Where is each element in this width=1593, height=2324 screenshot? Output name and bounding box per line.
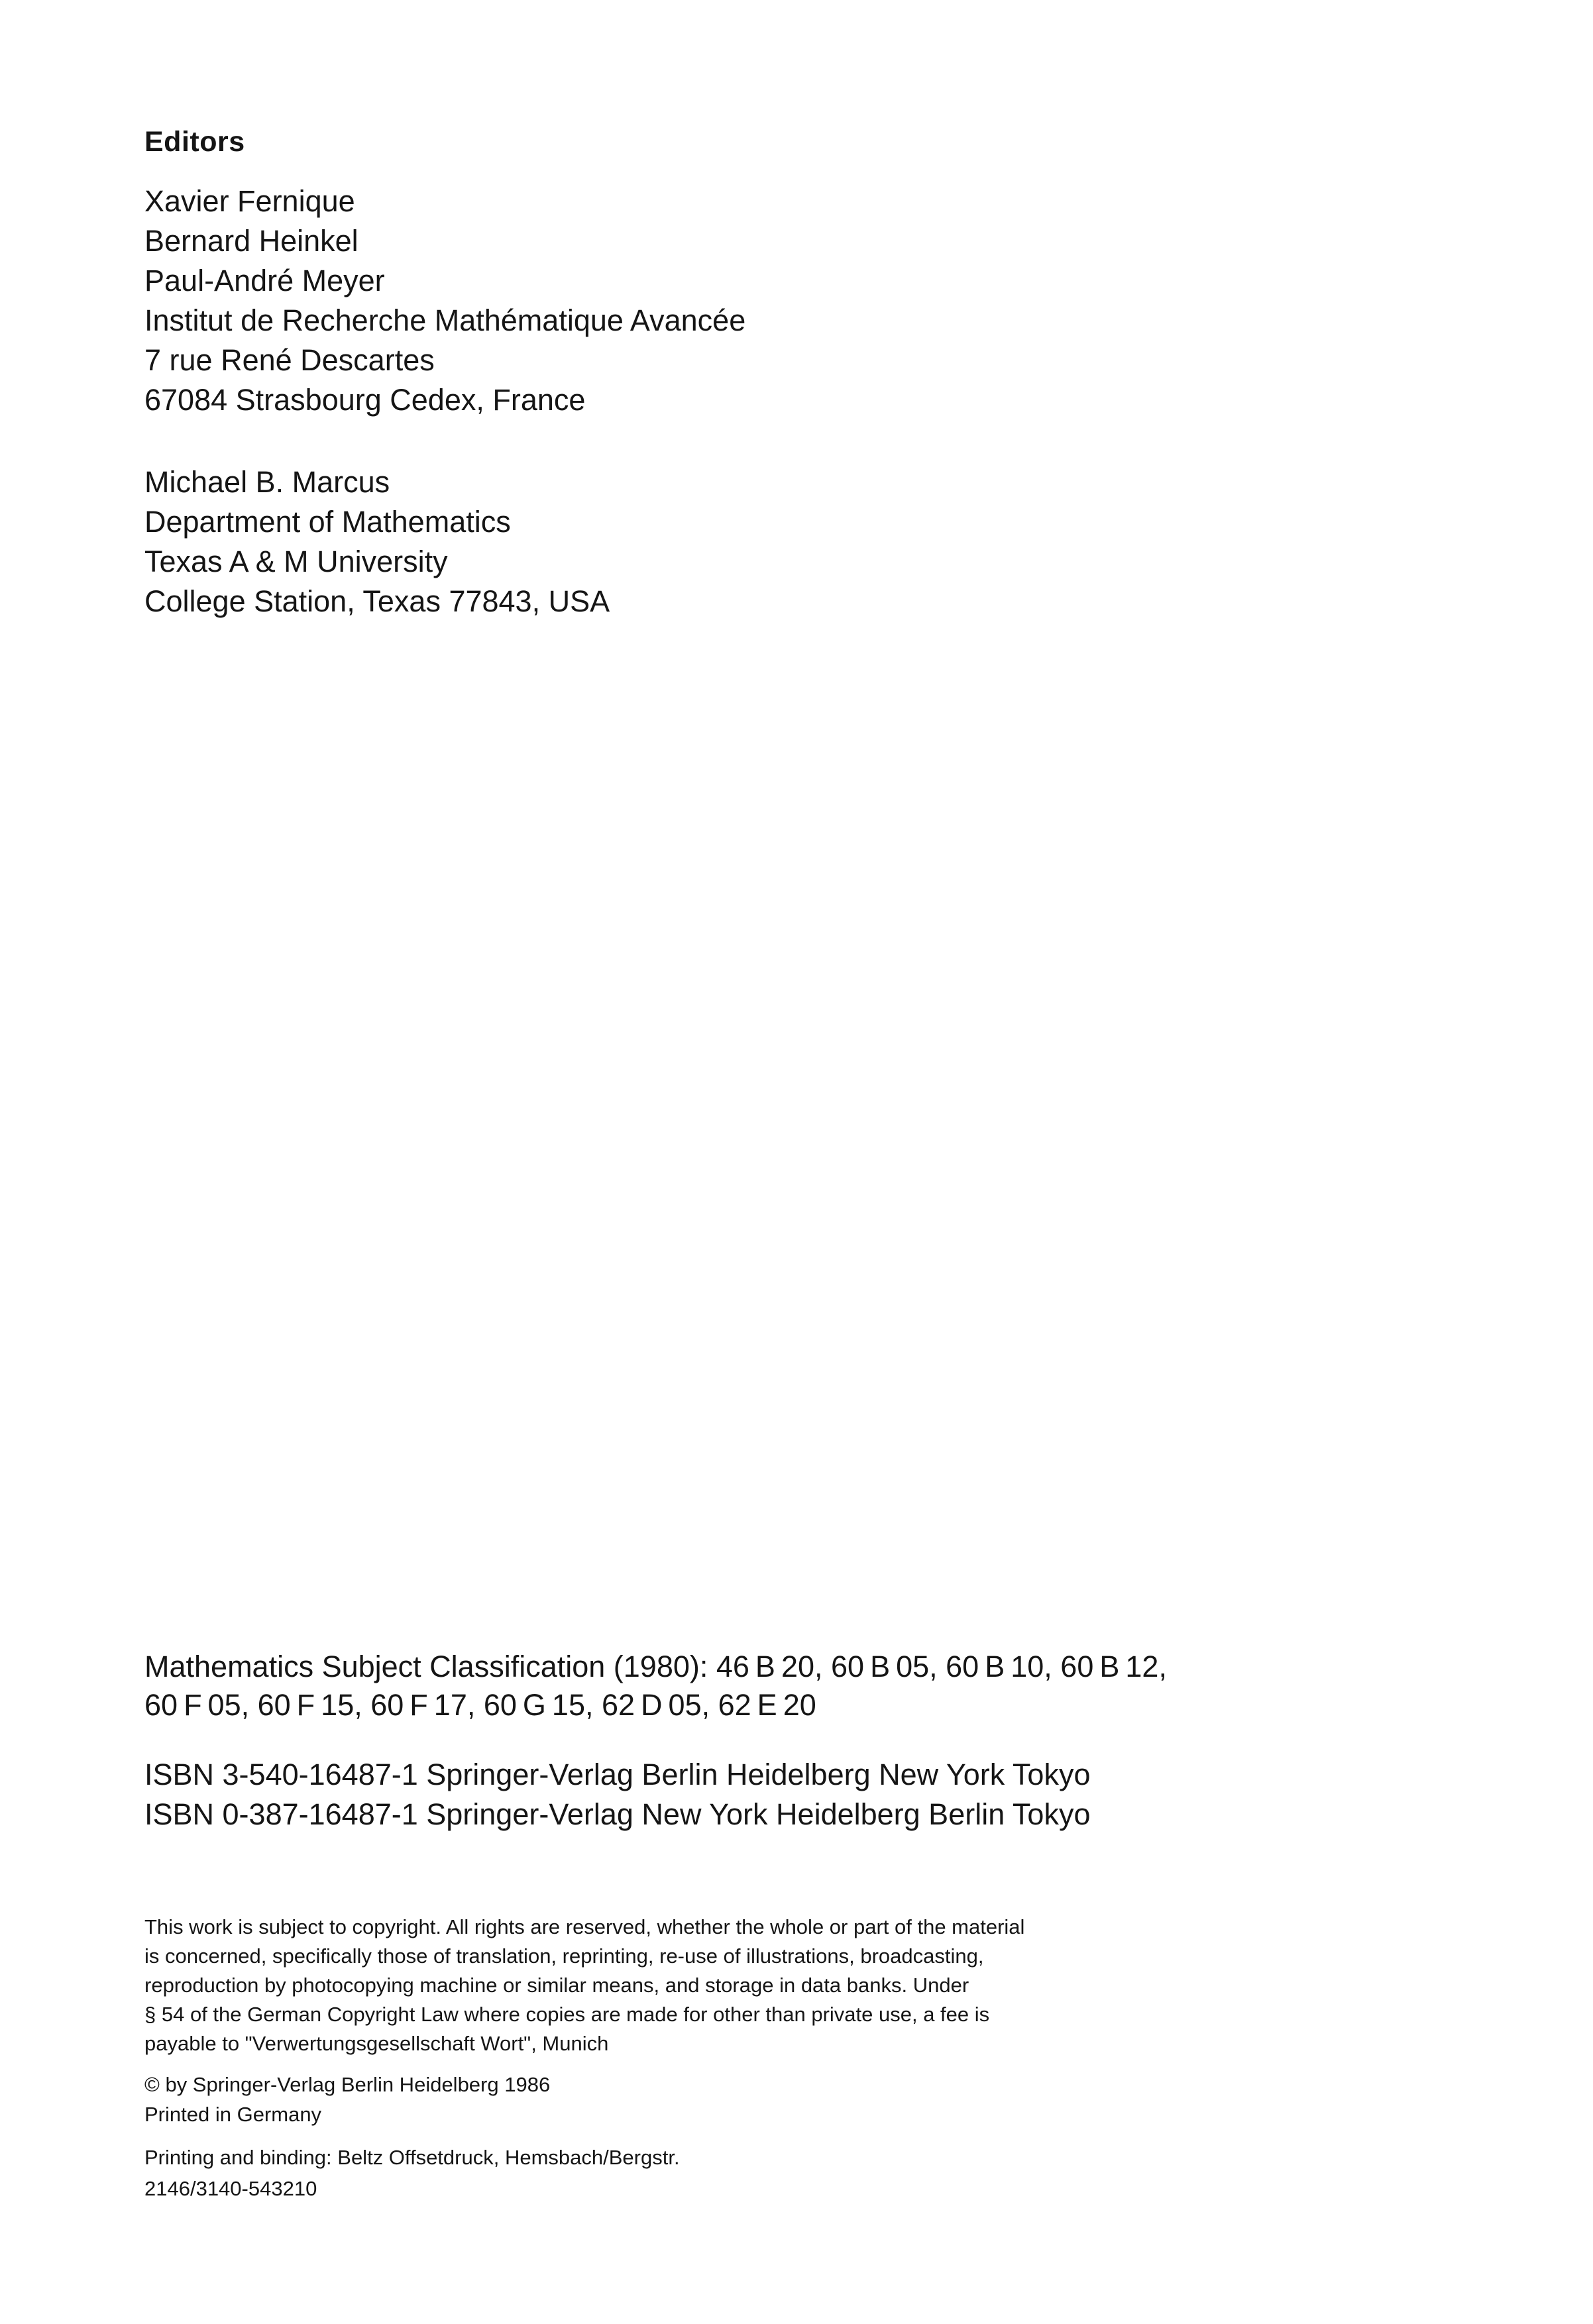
production-code-line: 2146/3140-543210 xyxy=(144,2177,317,2200)
copyright-notice-line: § 54 of the German Copyright Law where copies are made for other than private use, a fee is xyxy=(144,2003,990,2026)
copyright-notice-line: payable to "Verwertungsgesellschaft Wort", Munich xyxy=(144,2032,609,2055)
editor-name: Paul-André Meyer xyxy=(144,264,385,297)
msc-line: Mathematics Subject Classification (1980): 46 B 20, 60 B 05, 60 B 10, 60 B 12, xyxy=(144,1650,1167,1683)
publisher-copyright-block xyxy=(144,2070,550,2129)
institute-name: Institut de Recherche Mathématique Avancée xyxy=(144,303,746,337)
subject-classification-block xyxy=(144,1648,1167,1724)
isbn-line: ISBN 3-540-16487-1 Springer-Verlag Berlin Heidelberg New York Tokyo xyxy=(144,1758,1091,1791)
city-address: College Station, Texas 77843, USA xyxy=(144,584,610,618)
copyright-notice-paragraph xyxy=(144,1913,1024,2058)
editor-name: Bernard Heinkel xyxy=(144,224,358,258)
printing-binding-block xyxy=(144,2142,680,2204)
isbn-line: ISBN 0-387-16487-1 Springer-Verlag New York Heidelberg Berlin Tokyo xyxy=(144,1797,1091,1831)
department-name: Department of Mathematics xyxy=(144,505,511,539)
isbn-block xyxy=(144,1755,1090,1834)
street-address: 7 rue René Descartes xyxy=(144,343,435,377)
editor-address-block-strasbourg xyxy=(144,182,745,420)
copyright-notice-line: reproduction by photocopying machine or similar means, and storage in data banks. Under xyxy=(144,1974,969,1997)
editor-address-block-texas xyxy=(144,462,610,621)
msc-line: 60 F 05, 60 F 15, 60 F 17, 60 G 15, 62 D 05, 62 E 20 xyxy=(144,1688,816,1722)
editors-heading: Editors xyxy=(144,126,245,158)
printed-in-line: Printed in Germany xyxy=(144,2103,322,2126)
university-name: Texas A & M University xyxy=(144,545,448,578)
copyright-notice-line: is concerned, specifically those of translation, reprinting, re-use of illustrations, broadcasting, xyxy=(144,1944,984,1968)
printing-binding-line: Printing and binding: Beltz Offsetdruck, Hemsbach/Bergstr. xyxy=(144,2146,680,2169)
copyright-notice-line: This work is subject to copyright. All rights are reserved, whether the whole or part of the material xyxy=(144,1915,1025,1938)
publisher-copyright-line: © by Springer-Verlag Berlin Heidelberg 1986 xyxy=(144,2073,551,2096)
editor-name: Michael B. Marcus xyxy=(144,465,390,499)
city-address: 67084 Strasbourg Cedex, France xyxy=(144,383,586,417)
editor-name: Xavier Fernique xyxy=(144,184,355,218)
